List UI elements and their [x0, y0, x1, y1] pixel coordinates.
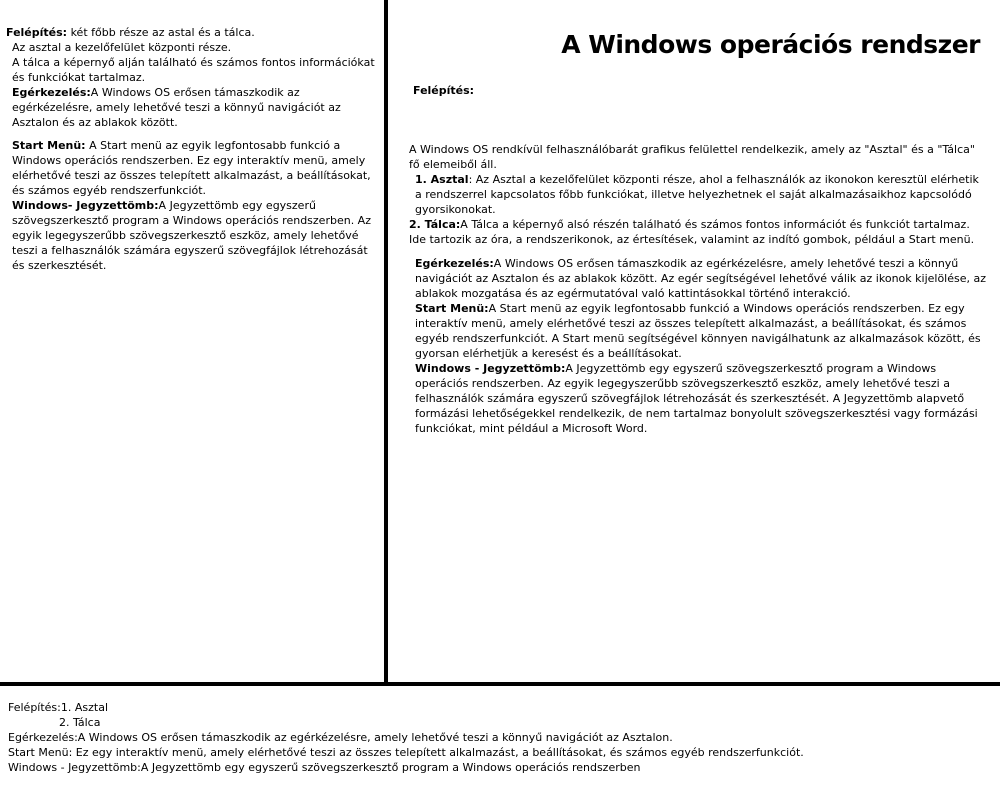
right-item1-text: : Az Asztal a kezelőfelület központi része, ahol a felhasználók az ikonokon keresztül elérhetik a rendszerrel kapcsolatos főbb funkciókat, illetve helyezhetnek el saját alkalmazásaikhoz kapcsolódó gyorsikonokat. — [415, 173, 979, 216]
left-jegyzettomb-paragraph — [6, 198, 378, 273]
bottom-summary-panel — [8, 700, 988, 775]
right-item2-paragraph — [409, 217, 989, 247]
left-felepites-label: Felépítés: — [6, 26, 68, 39]
left-summary-panel — [6, 25, 378, 273]
horizontal-divider — [0, 682, 1000, 686]
bottom-line-3: Egérkezelés:A Windows OS erősen támaszkodik az egérkézelésre, amely lehetővé teszi a könnyű navigációt az Asztalon. — [8, 731, 673, 744]
felepites-heading: Felépítés: — [413, 84, 475, 97]
left-egerkezeles-paragraph — [6, 85, 378, 130]
right-item1-paragraph — [409, 172, 989, 217]
left-jegyzettomb-label: Windows- Jegyzettömb: — [12, 199, 159, 212]
left-talca-text: A tálca a képernyő alján található és számos fontos információkat és funkciókat tartalmaz. — [12, 56, 375, 84]
right-startmenu-label: Start Menü: — [415, 302, 489, 315]
right-intro: A Windows OS rendkívül felhasználóbarát grafikus felülettel rendelkezik, amely az "Asztal" és a "Tálca" fő elemeiből áll. — [409, 143, 975, 171]
right-jegyzettomb-label: Windows - Jegyzettömb: — [415, 362, 566, 375]
left-felepites-text: két főbb része az astal és a tálca. — [67, 26, 255, 39]
left-felepites-paragraph — [6, 25, 378, 40]
vertical-divider — [384, 0, 388, 684]
right-item1-label: 1. Asztal — [415, 173, 469, 186]
right-egerkezeles-label: Egérkezelés: — [415, 257, 494, 270]
right-item2-text: A Tálca a képernyő alsó részén található és számos fontos információt és funkciót tartalmaz. Ide tartozik az óra, a rendszerikonok, az értesítések, valamint az indító gombok, például a Start menü. — [409, 218, 975, 246]
right-jegyzettomb-paragraph — [415, 361, 990, 436]
left-asztal-text: Az asztal a kezelőfelület központi része. — [12, 41, 232, 54]
page-title: A Windows operációs rendszer — [561, 30, 980, 59]
bottom-line-5: Windows - Jegyzettömb:A Jegyzettömb egy egyszerű szövegszerkesztő program a Windows operációs rendszerben — [8, 761, 641, 774]
right-jegyzettomb-text: A Jegyzettömb egy egyszerű szövegszerkesztő program a Windows operációs rendszerben. Az egyik legegyszerűbb szövegszerkesztő eszköz, amely lehetővé teszi a felhasználók számára egyszerű szövegfájlok létrehozását és szerkesztését. A Jegyzettömb alapvető formázási lehetőségekkel rendelkezik, de nem tartalmaz bonyolult szövegszerkesztési vagy formázási funkciókat, mint például a Microsoft Word. — [415, 362, 978, 435]
right-startmenu-paragraph — [415, 301, 990, 361]
bottom-line-1: Felépítés:1. Asztal — [8, 701, 109, 714]
right-egerkezeles-text: A Windows OS erősen támaszkodik az egérkézelésre, amely lehetővé teszi a könnyű navigációt az Asztalon és az ablakok között. Az egér segítségével lehetővé válik az ikonok kijelölése, az ablakok mozgatása és az egérmutatóval való kattintásokkal történő interakció. — [415, 257, 987, 300]
left-jegyzettomb-text: A Jegyzettömb egy egyszerű szövegszerkesztő program a Windows operációs rendszerben. Az egyik legegyszerűbb szövegszerkesztő eszköz, amely lehetővé teszi a felhasználók számára egyszerű szövegfájlok létrehozását és szerkesztését. — [12, 199, 371, 272]
bottom-line-2: 2. Tálca — [59, 716, 101, 729]
left-egerkezeles-label: Egérkezelés: — [12, 86, 91, 99]
left-startmenu-paragraph — [6, 138, 378, 198]
right-item2-label: 2. Tálca: — [409, 218, 461, 231]
left-startmenu-text: A Start menü az egyik legfontosabb funkció a Windows operációs rendszerben. Ez egy interaktív menü, amely elérhetővé teszi az összes telepített alkalmazást, a beállításokat, és számos egyéb rendszerfunkciót. — [12, 139, 371, 197]
left-startmenu-label: Start Menü: — [12, 139, 86, 152]
right-startmenu-text: A Start menü az egyik legfontosabb funkció a Windows operációs rendszerben. Ez egy interaktív menü, amely elérhetővé teszi az összes telepített alkalmazást, a beállításokat, és számos egyéb rendszerfunkciót. A Start menü segítségével könnyen navigálhatunk az alkalmazások között, és gyorsan elérhetjük a keresést és a beállításokat. — [415, 302, 981, 360]
right-details-section — [415, 256, 990, 436]
right-structure-section — [409, 142, 989, 247]
bottom-line-4: Start Menü: Ez egy interaktív menü, amely elérhetővé teszi az összes telepített alkalmazást, a beállításokat, és számos egyéb rendszerfunkciót. — [8, 746, 804, 759]
left-egerkezeles-text: A Windows OS erősen támaszkodik az egérkézelésre, amely lehetővé teszi a könnyű navigációt az Asztalon és az ablakok között. — [12, 86, 341, 129]
right-egerkezeles-paragraph — [415, 256, 990, 301]
